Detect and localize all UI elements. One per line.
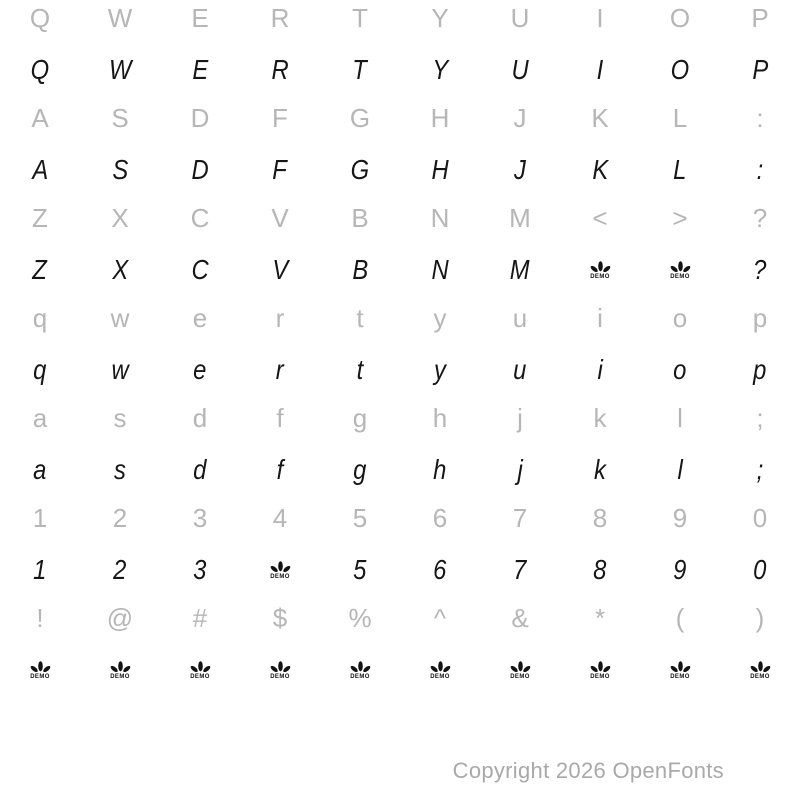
glyph-cell: S bbox=[111, 103, 129, 133]
glyph-cell: M bbox=[509, 203, 531, 233]
glyph-cell: % bbox=[348, 603, 372, 633]
glyph-cell: 4 bbox=[272, 503, 288, 533]
glyph-row-demo-12 bbox=[0, 546, 800, 594]
glyph-row-reference-1 bbox=[0, 0, 800, 42]
glyph-cell: C bbox=[191, 254, 209, 285]
glyph-cell: j bbox=[517, 454, 523, 485]
glyph-row-demo-10 bbox=[0, 446, 800, 494]
demo-glyph-icon bbox=[188, 660, 213, 680]
glyph-cell: F bbox=[272, 154, 288, 185]
glyph-row-demo-8 bbox=[0, 346, 800, 394]
glyph-cell: t bbox=[356, 354, 364, 385]
glyph-cell: 5 bbox=[353, 554, 367, 585]
glyph-cell: L bbox=[672, 103, 688, 133]
glyph-cell: a bbox=[32, 403, 48, 433]
glyph-cell: G bbox=[350, 154, 370, 185]
demo-glyph-icon bbox=[428, 660, 453, 680]
glyph-cell: N bbox=[430, 203, 450, 233]
glyph-row-demo-6 bbox=[0, 246, 800, 294]
demo-glyph-label: DEMO bbox=[30, 674, 50, 680]
glyph-cell: 5 bbox=[352, 503, 368, 533]
glyph-cell: R bbox=[271, 54, 289, 85]
glyph-cell: a bbox=[33, 454, 47, 485]
glyph-cell: ? bbox=[752, 203, 768, 233]
glyph-cell: $ bbox=[272, 603, 288, 633]
glyph-cell: ; bbox=[756, 454, 764, 485]
glyph-cell: E bbox=[191, 3, 209, 33]
demo-glyph-label: DEMO bbox=[350, 674, 370, 680]
glyph-cell: & bbox=[511, 603, 529, 633]
demo-glyph-icon bbox=[668, 660, 693, 680]
glyph-cell: 6 bbox=[432, 503, 448, 533]
glyph-cell: ! bbox=[36, 603, 44, 633]
glyph-cell: C bbox=[190, 203, 210, 233]
glyph-cell: G bbox=[349, 103, 371, 133]
glyph-cell: K bbox=[592, 154, 608, 185]
glyph-row-reference-3 bbox=[0, 94, 800, 142]
glyph-cell: h bbox=[433, 454, 447, 485]
glyph-cell: 1 bbox=[32, 503, 48, 533]
glyph-cell: D bbox=[190, 103, 210, 133]
glyph-cell: J bbox=[514, 154, 526, 185]
glyph-cell: r bbox=[275, 303, 285, 333]
demo-glyph-icon bbox=[108, 660, 133, 680]
glyph-row-reference-13 bbox=[0, 594, 800, 642]
glyph-cell: d bbox=[192, 403, 208, 433]
glyph-cell: ^ bbox=[433, 603, 447, 633]
glyph-cell: g bbox=[352, 403, 368, 433]
glyph-cell: e bbox=[193, 354, 207, 385]
glyph-cell: f bbox=[276, 403, 284, 433]
glyph-cell: > bbox=[672, 203, 688, 233]
glyph-cell: i bbox=[597, 303, 603, 333]
glyph-cell: E bbox=[192, 54, 208, 85]
glyph-cell: B bbox=[351, 203, 369, 233]
glyph-cell: I bbox=[596, 3, 604, 33]
glyph-cell: * bbox=[594, 603, 606, 633]
glyph-cell: l bbox=[677, 403, 683, 433]
glyph-cell: w bbox=[110, 303, 130, 333]
glyph-cell: F bbox=[272, 103, 288, 133]
glyph-cell: p bbox=[752, 303, 768, 333]
glyph-cell: Q bbox=[29, 3, 51, 33]
glyph-row-demo-4 bbox=[0, 146, 800, 194]
glyph-cell: 3 bbox=[192, 503, 208, 533]
glyph-cell: T bbox=[352, 54, 368, 85]
demo-glyph-icon bbox=[748, 660, 773, 680]
glyph-cell: u bbox=[512, 303, 528, 333]
glyph-cell: X bbox=[112, 254, 128, 285]
glyph-cell: R bbox=[270, 3, 290, 33]
glyph-cell: o bbox=[673, 354, 687, 385]
demo-glyph-label: DEMO bbox=[110, 674, 130, 680]
glyph-cell: s bbox=[114, 454, 126, 485]
glyph-cell: W bbox=[107, 3, 133, 33]
glyph-cell: 9 bbox=[673, 554, 687, 585]
glyph-cell: 2 bbox=[112, 503, 128, 533]
glyph-cell: k bbox=[593, 403, 607, 433]
glyph-cell: k bbox=[594, 454, 606, 485]
glyph-cell: e bbox=[192, 303, 208, 333]
glyph-cell: P bbox=[752, 54, 768, 85]
demo-glyph-label: DEMO bbox=[270, 674, 290, 680]
glyph-cell: 6 bbox=[433, 554, 447, 585]
glyph-cell: ? bbox=[753, 254, 767, 285]
glyph-cell: 0 bbox=[753, 554, 767, 585]
glyph-cell: l bbox=[677, 454, 683, 485]
demo-glyph-label: DEMO bbox=[510, 674, 530, 680]
glyph-cell: @ bbox=[106, 603, 134, 633]
demo-glyph-label: DEMO bbox=[590, 674, 610, 680]
glyph-cell: 7 bbox=[513, 554, 527, 585]
demo-glyph-label: DEMO bbox=[430, 674, 450, 680]
demo-glyph-label: DEMO bbox=[750, 674, 770, 680]
glyph-cell: s bbox=[113, 403, 127, 433]
glyph-cell: V bbox=[271, 203, 289, 233]
demo-glyph-icon bbox=[588, 260, 613, 280]
demo-glyph-icon bbox=[588, 660, 613, 680]
glyph-cell: B bbox=[352, 254, 368, 285]
glyph-cell: j bbox=[517, 403, 523, 433]
demo-glyph-icon bbox=[508, 660, 533, 680]
glyph-cell: : bbox=[756, 154, 764, 185]
glyph-cell: y bbox=[433, 303, 447, 333]
glyph-cell: f bbox=[276, 454, 284, 485]
demo-glyph-label: DEMO bbox=[270, 574, 290, 580]
glyph-cell: ( bbox=[675, 603, 685, 633]
glyph-row-reference-5 bbox=[0, 194, 800, 242]
glyph-row-demo-14 bbox=[0, 646, 800, 694]
glyph-cell: g bbox=[353, 454, 367, 485]
glyph-cell: 0 bbox=[752, 503, 768, 533]
glyph-cell: ; bbox=[756, 403, 764, 433]
glyph-cell: ) bbox=[755, 603, 765, 633]
glyph-cell: I bbox=[596, 54, 604, 85]
copyright-text: Copyright 2026 OpenFonts bbox=[452, 758, 724, 783]
glyph-cell: T bbox=[352, 3, 368, 33]
glyph-cell: 7 bbox=[512, 503, 528, 533]
glyph-cell: q bbox=[32, 303, 48, 333]
demo-glyph-icon bbox=[268, 660, 293, 680]
glyph-cell: Q bbox=[30, 54, 50, 85]
glyph-row-reference-9 bbox=[0, 394, 800, 442]
demo-glyph-icon bbox=[668, 260, 693, 280]
demo-glyph-label: DEMO bbox=[590, 274, 610, 280]
glyph-cell: t bbox=[356, 303, 364, 333]
glyph-cell: O bbox=[669, 3, 691, 33]
glyph-cell: h bbox=[432, 403, 448, 433]
glyph-cell: X bbox=[111, 203, 129, 233]
glyph-cell: Z bbox=[32, 203, 48, 233]
glyph-cell: 8 bbox=[592, 503, 608, 533]
glyph-cell: Y bbox=[432, 54, 448, 85]
glyph-cell: q bbox=[33, 354, 47, 385]
demo-glyph-icon bbox=[348, 660, 373, 680]
glyph-cell: W bbox=[108, 54, 132, 85]
demo-glyph-label: DEMO bbox=[190, 674, 210, 680]
glyph-row-demo-2 bbox=[0, 46, 800, 94]
demo-glyph-icon bbox=[28, 660, 53, 680]
glyph-cell: U bbox=[511, 54, 529, 85]
glyph-cell: O bbox=[670, 54, 690, 85]
glyph-cell: N bbox=[431, 254, 449, 285]
glyph-cell: i bbox=[597, 354, 603, 385]
glyph-cell: 1 bbox=[33, 554, 47, 585]
glyph-row-reference-11 bbox=[0, 494, 800, 542]
glyph-cell: 8 bbox=[593, 554, 607, 585]
glyph-cell: 3 bbox=[193, 554, 207, 585]
glyph-cell: A bbox=[31, 103, 49, 133]
glyph-cell: S bbox=[112, 154, 128, 185]
glyph-cell: w bbox=[111, 354, 129, 385]
glyph-cell: M bbox=[510, 254, 530, 285]
glyph-cell: K bbox=[591, 103, 609, 133]
glyph-cell: o bbox=[672, 303, 688, 333]
demo-glyph-label: DEMO bbox=[670, 674, 690, 680]
glyph-cell: : bbox=[756, 103, 764, 133]
demo-glyph-label: DEMO bbox=[670, 274, 690, 280]
glyph-cell: H bbox=[431, 154, 449, 185]
glyph-cell: H bbox=[430, 103, 450, 133]
glyph-cell: V bbox=[272, 254, 288, 285]
glyph-cell: 9 bbox=[672, 503, 688, 533]
glyph-cell: J bbox=[513, 103, 527, 133]
glyph-cell: r bbox=[276, 354, 284, 385]
glyph-cell: P bbox=[751, 3, 769, 33]
glyph-cell: 2 bbox=[113, 554, 127, 585]
glyph-row-reference-7 bbox=[0, 294, 800, 342]
demo-glyph-icon bbox=[268, 560, 293, 580]
glyph-cell: A bbox=[32, 154, 48, 185]
glyph-cell: U bbox=[510, 3, 530, 33]
glyph-cell: u bbox=[513, 354, 527, 385]
glyph-cell: d bbox=[193, 454, 207, 485]
glyph-cell: L bbox=[673, 154, 687, 185]
glyph-cell: Z bbox=[32, 254, 48, 285]
glyph-cell: y bbox=[434, 354, 446, 385]
glyph-cell: D bbox=[191, 154, 209, 185]
glyph-cell: p bbox=[753, 354, 767, 385]
glyph-cell: # bbox=[192, 603, 208, 633]
glyph-cell: Y bbox=[431, 3, 449, 33]
glyph-cell: < bbox=[592, 203, 608, 233]
